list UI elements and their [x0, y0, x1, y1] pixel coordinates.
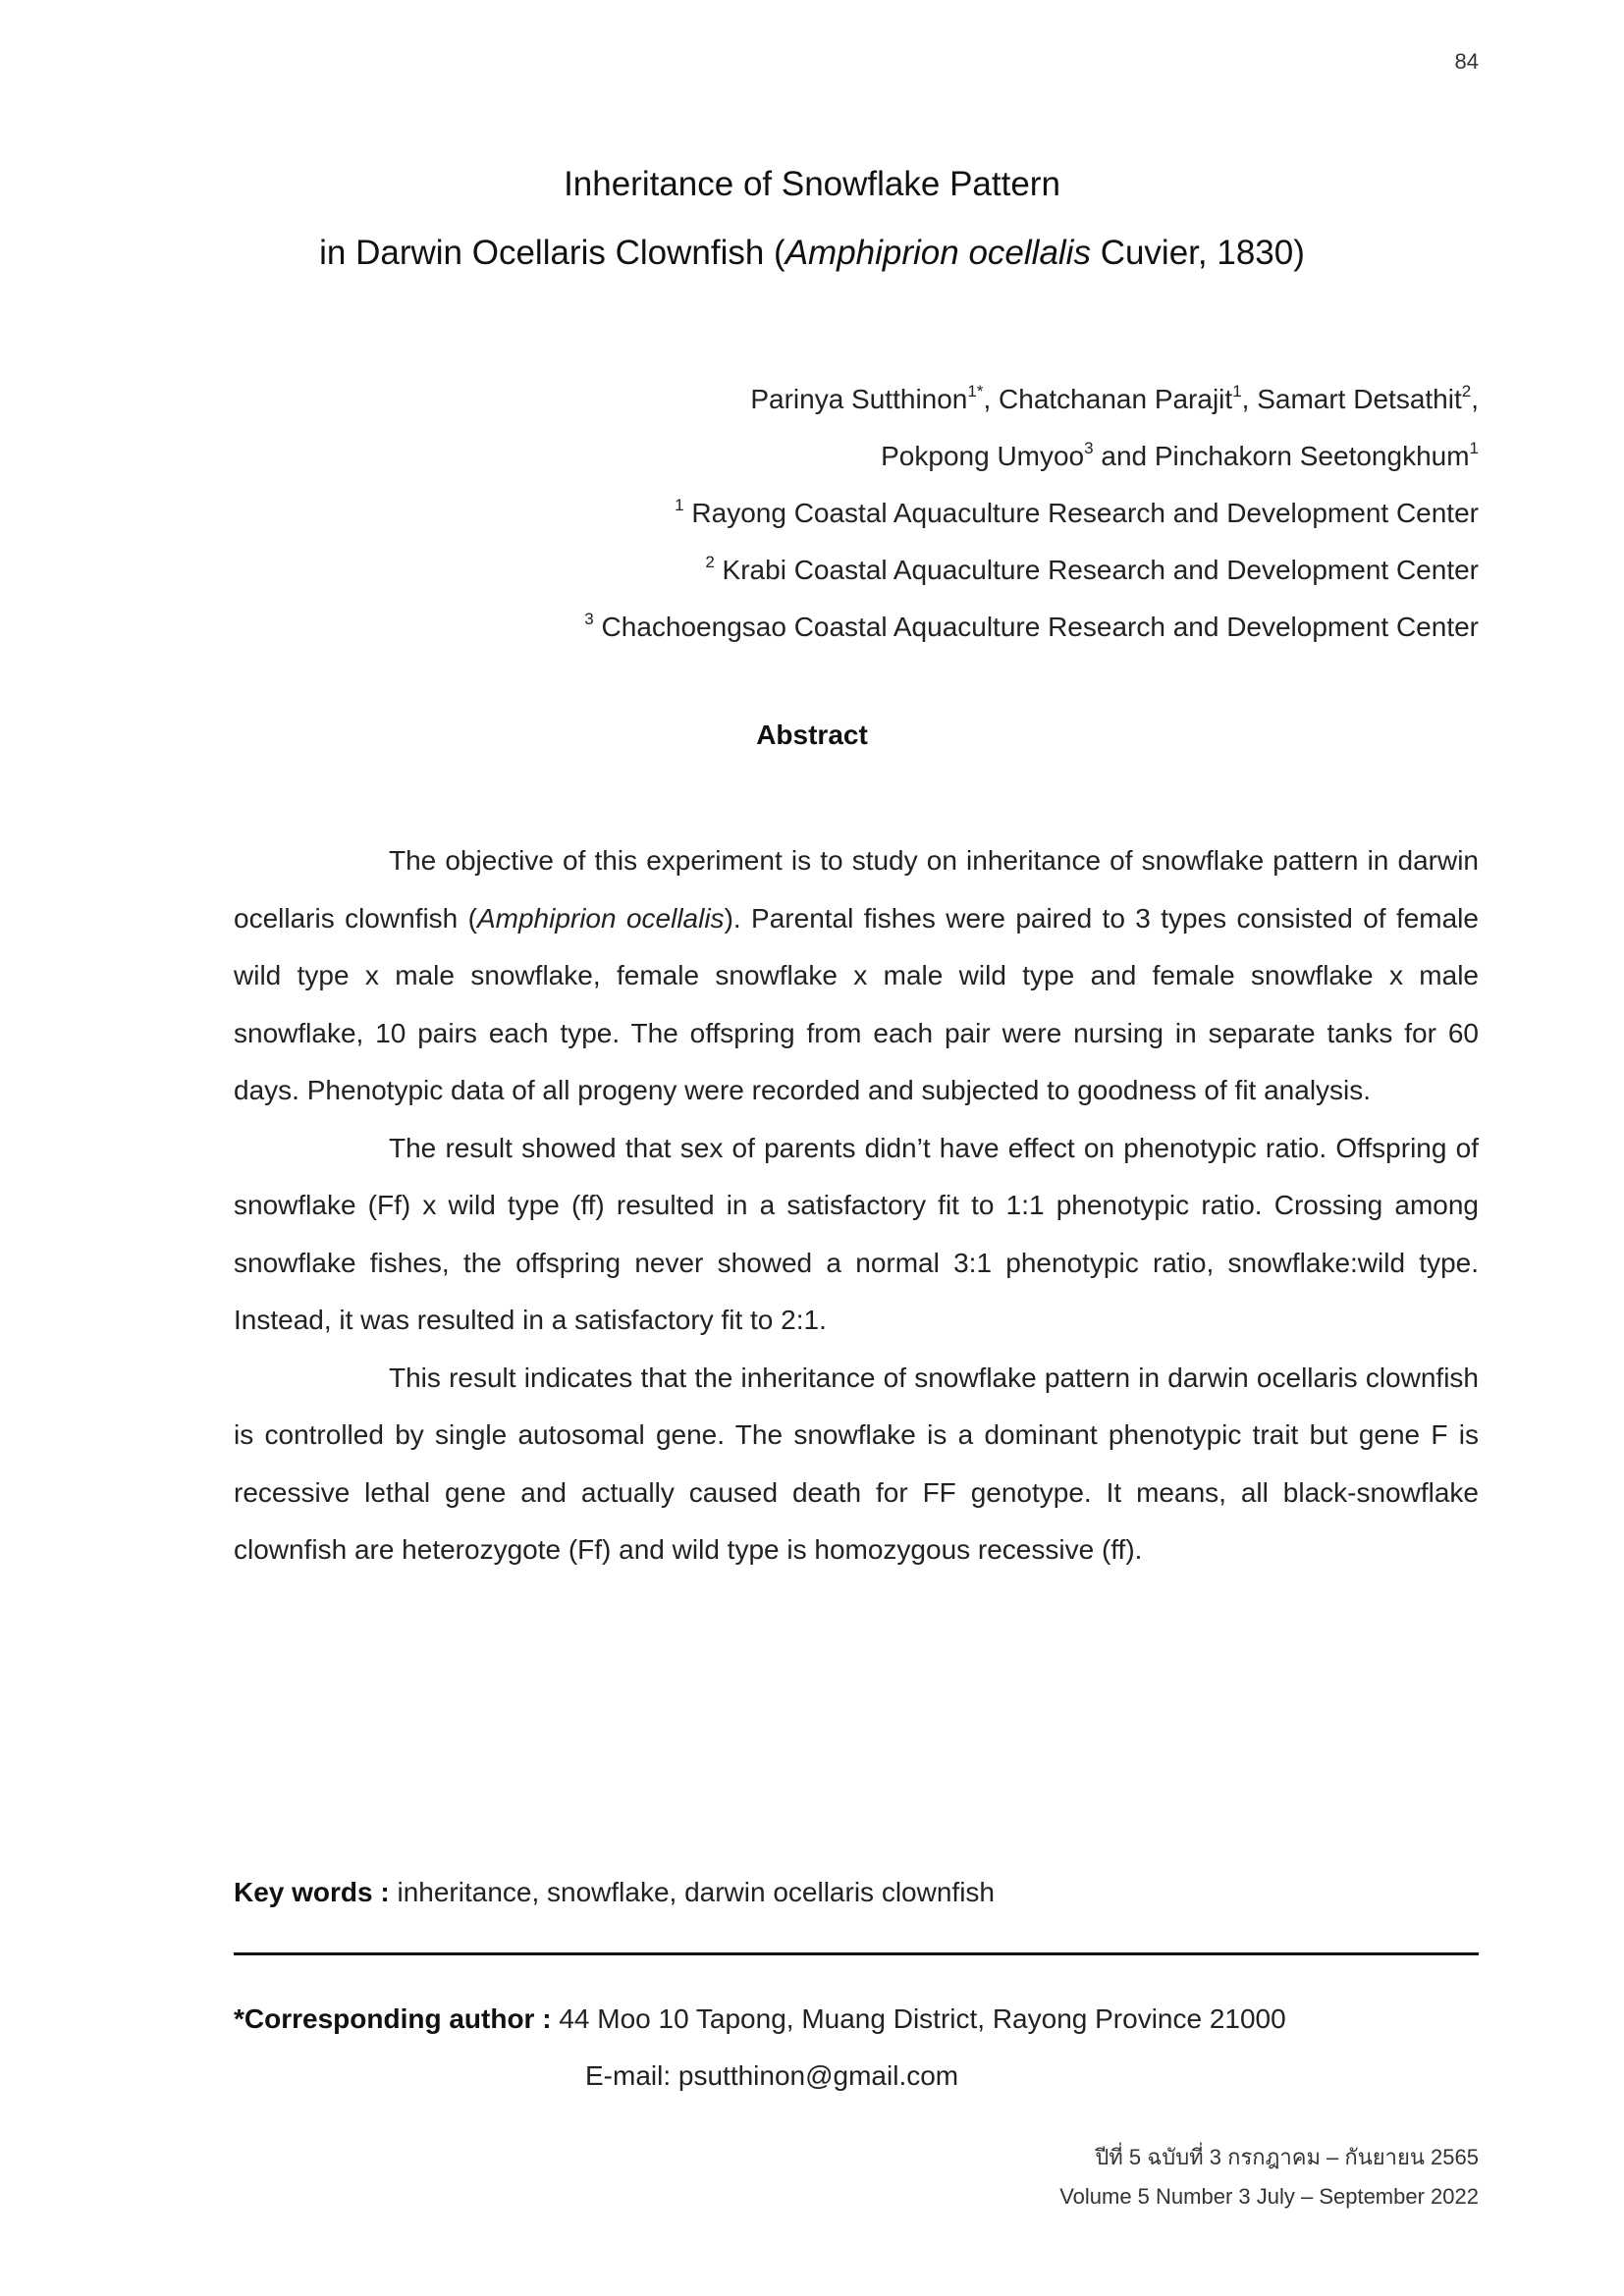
keywords-text: inheritance, snowflake, darwin ocellaris clownfish [389, 1877, 995, 1907]
corresponding-author [234, 1991, 1286, 2105]
footer-thai: ปีที่ 5 ฉบับที่ 3 กรกฎาคม – กันยายน 2565 [1095, 2145, 1479, 2169]
title-prefix: in Darwin Ocellaris Clownfish ( [319, 234, 785, 272]
affiliation-text: Chachoengsao Coastal Aquaculture Research and Development Center [593, 612, 1479, 642]
affiliation-1 [584, 485, 1479, 542]
affiliation-text: Rayong Coastal Aquaculture Research and Development Center [683, 498, 1479, 528]
abstract-paragraph-1 [234, 832, 1479, 1120]
author-affiliation-mark: 1 [1232, 382, 1242, 400]
author-affiliation-mark: 2 [1461, 382, 1472, 400]
abstract-text: The objective of this experiment is to study on inheritance of snowflake pattern in darwin ocellaris clownfish ( [234, 845, 1479, 934]
corresponding-line-1 [234, 1991, 1286, 2048]
affiliation-mark: 2 [705, 553, 715, 571]
page-number: 84 [1454, 49, 1479, 74]
author-name: Parinya Sutthinon [750, 384, 968, 414]
author-name: Pokpong Umyoo [881, 441, 1085, 471]
paper-title-line-1: Inheritance of Snowflake Pattern [564, 165, 1060, 203]
journal-footer [1059, 2138, 1479, 2216]
title-species: Amphiprion ocellalis [785, 234, 1091, 272]
title-suffix: Cuvier, 1830) [1090, 234, 1305, 272]
abstract-species: Amphiprion ocellalis [476, 902, 725, 934]
author-name: , Chatchanan Parajit [983, 384, 1233, 414]
abstract-paragraph-3: This result indicates that the inheritance of snowflake pattern in darwin ocellaris clownfish is controlled by single autosomal gene. The snowflake is a dominant phenotypic trait but gene F is recessive lethal gene and actually caused death for FF genotype. It means, all black-snowflake clownfish are heterozygote (Ff) and wild type is homozygous recessive (ff). [234, 1362, 1479, 1565]
author-affiliation-mark: 1 [1469, 439, 1479, 457]
footnote-divider [234, 1952, 1479, 1955]
author-affiliation-mark: 1* [967, 382, 984, 400]
author-line-2 [584, 428, 1479, 485]
corresponding-label: *Corresponding author : [234, 2003, 552, 2034]
author-line-1 [584, 371, 1479, 428]
affiliation-2 [584, 542, 1479, 599]
authors-block [584, 371, 1479, 656]
author-name: and Pinchakorn Seetongkhum [1093, 441, 1470, 471]
author-name: , Samart Detsathit [1241, 384, 1462, 414]
keywords-label: Key words : [234, 1877, 390, 1907]
corresponding-address: 44 Moo 10 Tapong, Muang District, Rayong Province 21000 [551, 2003, 1286, 2034]
footer-english: Volume 5 Number 3 July – September 2022 [1059, 2184, 1479, 2209]
paper-title-line-2 [0, 236, 1624, 270]
abstract-body [234, 832, 1479, 1579]
author-affiliation-mark: 3 [1084, 439, 1094, 457]
abstract-paragraph-2: The result showed that sex of parents didn’t have effect on phenotypic ratio. Offspring of snowflake (Ff) x wild type (ff) resulted in a satisfactory fit to 1:1 phenotypic ratio. Crossing among snowflake fishes, the offspring never showed a normal 3:1 phenotypic ratio, snowflake:wild type. Instead, it was resulted in a satisfactory fit to 2:1. [234, 1132, 1479, 1335]
affiliation-mark: 3 [584, 610, 594, 628]
keywords [234, 1877, 995, 1908]
affiliation-mark: 1 [675, 496, 684, 514]
affiliation-text: Krabi Coastal Aquaculture Research and Development Center [714, 555, 1479, 585]
affiliation-3 [584, 599, 1479, 656]
abstract-text: ). Parental fishes were paired to 3 types consisted of female wild type x male snowflake, female snowflake x male wild type and female snowflake x male snowflake, 10 pairs each type. The offspring from each pair were nursing in separate tanks for 60 days. Phenotypic data of all progeny were recorded and subjected to goodness of fit analysis. [234, 902, 1479, 1105]
corresponding-email: E-mail: psutthinon@gmail.com [585, 2060, 959, 2091]
abstract-heading: Abstract [756, 720, 868, 750]
author-separator: , [1471, 384, 1479, 414]
